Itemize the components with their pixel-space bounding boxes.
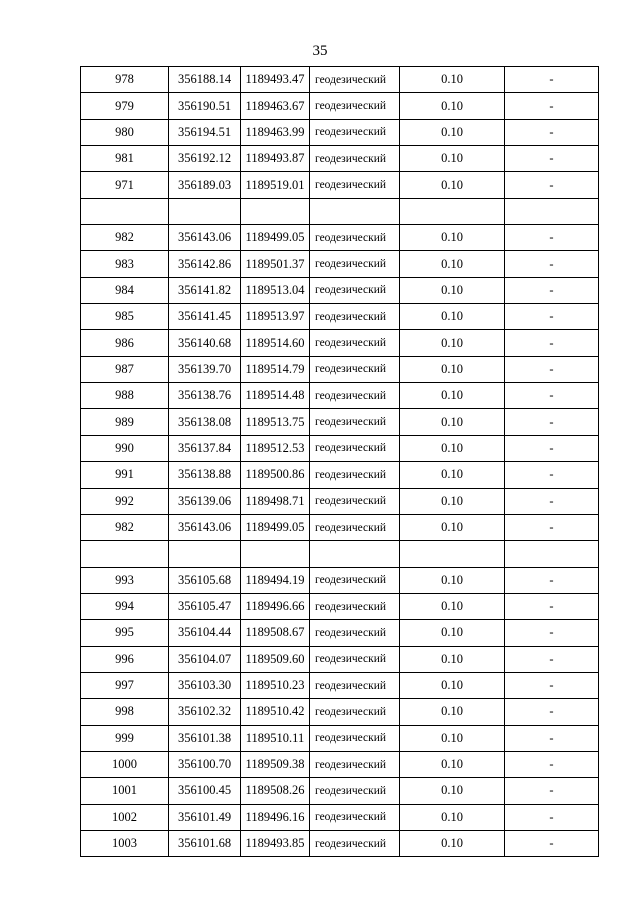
method-cell: геодезический xyxy=(310,593,400,619)
method-cell: геодезический xyxy=(310,119,400,145)
y-coordinate-cell: 1189510.23 xyxy=(241,672,310,698)
x-coordinate-cell xyxy=(169,541,241,567)
method-cell: геодезический xyxy=(310,172,400,198)
point-number-cell: 981 xyxy=(81,146,169,172)
x-coordinate-cell: 356188.14 xyxy=(169,67,241,93)
x-coordinate-cell: 356189.03 xyxy=(169,172,241,198)
accuracy-cell: 0.10 xyxy=(400,383,505,409)
x-coordinate-cell: 356139.06 xyxy=(169,488,241,514)
table-row xyxy=(81,251,599,277)
point-number-cell: 993 xyxy=(81,567,169,593)
note-cell: - xyxy=(505,646,599,672)
x-coordinate-cell: 356102.32 xyxy=(169,699,241,725)
accuracy-cell: 0.10 xyxy=(400,172,505,198)
method-cell: геодезический xyxy=(310,330,400,356)
note-cell: - xyxy=(505,567,599,593)
method-cell: геодезический xyxy=(310,620,400,646)
table-row xyxy=(81,804,599,830)
point-number-cell: 997 xyxy=(81,672,169,698)
y-coordinate-cell: 1189494.19 xyxy=(241,567,310,593)
point-number-cell: 995 xyxy=(81,620,169,646)
note-cell: - xyxy=(505,172,599,198)
note-cell xyxy=(505,198,599,224)
method-cell: геодезический xyxy=(310,567,400,593)
method-cell: геодезический xyxy=(310,383,400,409)
accuracy-cell xyxy=(400,541,505,567)
method-cell: геодезический xyxy=(310,277,400,303)
point-number-cell: 994 xyxy=(81,593,169,619)
x-coordinate-cell: 356101.49 xyxy=(169,804,241,830)
point-number-cell: 978 xyxy=(81,67,169,93)
point-number-cell: 1000 xyxy=(81,751,169,777)
point-number-cell: 999 xyxy=(81,725,169,751)
point-number-cell: 985 xyxy=(81,304,169,330)
point-number-cell: 984 xyxy=(81,277,169,303)
note-cell: - xyxy=(505,119,599,145)
y-coordinate-cell: 1189509.38 xyxy=(241,751,310,777)
accuracy-cell: 0.10 xyxy=(400,356,505,382)
accuracy-cell: 0.10 xyxy=(400,804,505,830)
table-row xyxy=(81,93,599,119)
y-coordinate-cell: 1189508.26 xyxy=(241,778,310,804)
y-coordinate-cell: 1189463.67 xyxy=(241,93,310,119)
table-row xyxy=(81,225,599,251)
method-cell: геодезический xyxy=(310,699,400,725)
method-cell: геодезический xyxy=(310,462,400,488)
note-cell: - xyxy=(505,462,599,488)
coordinates-table xyxy=(80,66,599,857)
y-coordinate-cell: 1189493.85 xyxy=(241,830,310,856)
table-row xyxy=(81,593,599,619)
method-cell: геодезический xyxy=(310,672,400,698)
accuracy-cell: 0.10 xyxy=(400,567,505,593)
note-cell: - xyxy=(505,751,599,777)
y-coordinate-cell: 1189513.04 xyxy=(241,277,310,303)
note-cell: - xyxy=(505,330,599,356)
note-cell: - xyxy=(505,251,599,277)
table-row xyxy=(81,462,599,488)
method-cell: геодезический xyxy=(310,751,400,777)
accuracy-cell xyxy=(400,198,505,224)
note-cell: - xyxy=(505,725,599,751)
accuracy-cell: 0.10 xyxy=(400,93,505,119)
y-coordinate-cell: 1189508.67 xyxy=(241,620,310,646)
point-number-cell: 992 xyxy=(81,488,169,514)
note-cell: - xyxy=(505,225,599,251)
y-coordinate-cell: 1189510.42 xyxy=(241,699,310,725)
point-number-cell xyxy=(81,541,169,567)
table-body xyxy=(81,67,599,857)
method-cell: геодезический xyxy=(310,67,400,93)
x-coordinate-cell: 356138.88 xyxy=(169,462,241,488)
table-row xyxy=(81,672,599,698)
accuracy-cell: 0.10 xyxy=(400,751,505,777)
table-row xyxy=(81,198,599,224)
method-cell: геодезический xyxy=(310,778,400,804)
y-coordinate-cell: 1189496.66 xyxy=(241,593,310,619)
method-cell: геодезический xyxy=(310,514,400,540)
table-row xyxy=(81,356,599,382)
y-coordinate-cell: 1189493.87 xyxy=(241,146,310,172)
table-row xyxy=(81,67,599,93)
x-coordinate-cell: 356142.86 xyxy=(169,251,241,277)
y-coordinate-cell: 1189509.60 xyxy=(241,646,310,672)
note-cell: - xyxy=(505,672,599,698)
x-coordinate-cell xyxy=(169,198,241,224)
accuracy-cell: 0.10 xyxy=(400,304,505,330)
note-cell: - xyxy=(505,93,599,119)
x-coordinate-cell: 356192.12 xyxy=(169,146,241,172)
x-coordinate-cell: 356141.45 xyxy=(169,304,241,330)
accuracy-cell: 0.10 xyxy=(400,699,505,725)
method-cell: геодезический xyxy=(310,488,400,514)
table-row xyxy=(81,304,599,330)
table-row xyxy=(81,567,599,593)
y-coordinate-cell: 1189496.16 xyxy=(241,804,310,830)
accuracy-cell: 0.10 xyxy=(400,778,505,804)
x-coordinate-cell: 356138.76 xyxy=(169,383,241,409)
point-number-cell: 1001 xyxy=(81,778,169,804)
table-row xyxy=(81,541,599,567)
point-number-cell: 989 xyxy=(81,409,169,435)
note-cell: - xyxy=(505,409,599,435)
note-cell xyxy=(505,541,599,567)
note-cell: - xyxy=(505,146,599,172)
note-cell: - xyxy=(505,304,599,330)
note-cell: - xyxy=(505,830,599,856)
note-cell: - xyxy=(505,514,599,540)
point-number-cell: 990 xyxy=(81,435,169,461)
y-coordinate-cell: 1189513.97 xyxy=(241,304,310,330)
method-cell xyxy=(310,198,400,224)
accuracy-cell: 0.10 xyxy=(400,830,505,856)
y-coordinate-cell: 1189499.05 xyxy=(241,225,310,251)
x-coordinate-cell: 356139.70 xyxy=(169,356,241,382)
y-coordinate-cell: 1189513.75 xyxy=(241,409,310,435)
accuracy-cell: 0.10 xyxy=(400,146,505,172)
table-row xyxy=(81,725,599,751)
note-cell: - xyxy=(505,778,599,804)
y-coordinate-cell xyxy=(241,198,310,224)
table-row xyxy=(81,383,599,409)
method-cell: геодезический xyxy=(310,251,400,277)
x-coordinate-cell: 356138.08 xyxy=(169,409,241,435)
method-cell: геодезический xyxy=(310,646,400,672)
accuracy-cell: 0.10 xyxy=(400,593,505,619)
accuracy-cell: 0.10 xyxy=(400,225,505,251)
note-cell: - xyxy=(505,383,599,409)
accuracy-cell: 0.10 xyxy=(400,646,505,672)
y-coordinate-cell: 1189493.47 xyxy=(241,67,310,93)
point-number-cell: 991 xyxy=(81,462,169,488)
table-row xyxy=(81,514,599,540)
method-cell: геодезический xyxy=(310,146,400,172)
table-row xyxy=(81,277,599,303)
x-coordinate-cell: 356101.38 xyxy=(169,725,241,751)
table-row xyxy=(81,778,599,804)
x-coordinate-cell: 356103.30 xyxy=(169,672,241,698)
y-coordinate-cell: 1189514.79 xyxy=(241,356,310,382)
point-number-cell: 982 xyxy=(81,225,169,251)
note-cell: - xyxy=(505,67,599,93)
y-coordinate-cell: 1189463.99 xyxy=(241,119,310,145)
point-number-cell: 996 xyxy=(81,646,169,672)
table-row xyxy=(81,646,599,672)
point-number-cell: 983 xyxy=(81,251,169,277)
y-coordinate-cell: 1189499.05 xyxy=(241,514,310,540)
page-number: 35 xyxy=(312,43,328,59)
y-coordinate-cell: 1189512.53 xyxy=(241,435,310,461)
point-number-cell: 998 xyxy=(81,699,169,725)
table-row xyxy=(81,620,599,646)
table-row xyxy=(81,119,599,145)
note-cell: - xyxy=(505,277,599,303)
table-row xyxy=(81,146,599,172)
x-coordinate-cell: 356194.51 xyxy=(169,119,241,145)
y-coordinate-cell: 1189510.11 xyxy=(241,725,310,751)
method-cell xyxy=(310,541,400,567)
table-row xyxy=(81,409,599,435)
x-coordinate-cell: 356104.44 xyxy=(169,620,241,646)
y-coordinate-cell: 1189514.48 xyxy=(241,383,310,409)
table-row xyxy=(81,830,599,856)
accuracy-cell: 0.10 xyxy=(400,435,505,461)
accuracy-cell: 0.10 xyxy=(400,330,505,356)
point-number-cell: 986 xyxy=(81,330,169,356)
accuracy-cell: 0.10 xyxy=(400,462,505,488)
method-cell: геодезический xyxy=(310,356,400,382)
y-coordinate-cell xyxy=(241,541,310,567)
x-coordinate-cell: 356101.68 xyxy=(169,830,241,856)
note-cell: - xyxy=(505,620,599,646)
accuracy-cell: 0.10 xyxy=(400,119,505,145)
point-number-cell: 971 xyxy=(81,172,169,198)
accuracy-cell: 0.10 xyxy=(400,409,505,435)
method-cell: геодезический xyxy=(310,435,400,461)
table-row xyxy=(81,699,599,725)
accuracy-cell: 0.10 xyxy=(400,251,505,277)
accuracy-cell: 0.10 xyxy=(400,488,505,514)
x-coordinate-cell: 356143.06 xyxy=(169,514,241,540)
y-coordinate-cell: 1189500.86 xyxy=(241,462,310,488)
note-cell: - xyxy=(505,356,599,382)
accuracy-cell: 0.10 xyxy=(400,725,505,751)
point-number-cell: 987 xyxy=(81,356,169,382)
table-row xyxy=(81,435,599,461)
x-coordinate-cell: 356141.82 xyxy=(169,277,241,303)
x-coordinate-cell: 356190.51 xyxy=(169,93,241,119)
x-coordinate-cell: 356104.07 xyxy=(169,646,241,672)
table-row xyxy=(81,172,599,198)
point-number-cell: 979 xyxy=(81,93,169,119)
y-coordinate-cell: 1189498.71 xyxy=(241,488,310,514)
x-coordinate-cell: 356137.84 xyxy=(169,435,241,461)
method-cell: геодезический xyxy=(310,409,400,435)
y-coordinate-cell: 1189514.60 xyxy=(241,330,310,356)
method-cell: геодезический xyxy=(310,93,400,119)
point-number-cell: 982 xyxy=(81,514,169,540)
accuracy-cell: 0.10 xyxy=(400,514,505,540)
y-coordinate-cell: 1189501.37 xyxy=(241,251,310,277)
table-row xyxy=(81,751,599,777)
x-coordinate-cell: 356100.45 xyxy=(169,778,241,804)
x-coordinate-cell: 356105.47 xyxy=(169,593,241,619)
note-cell: - xyxy=(505,435,599,461)
accuracy-cell: 0.10 xyxy=(400,672,505,698)
accuracy-cell: 0.10 xyxy=(400,67,505,93)
note-cell: - xyxy=(505,699,599,725)
point-number-cell: 1003 xyxy=(81,830,169,856)
method-cell: геодезический xyxy=(310,225,400,251)
note-cell: - xyxy=(505,804,599,830)
method-cell: геодезический xyxy=(310,830,400,856)
x-coordinate-cell: 356140.68 xyxy=(169,330,241,356)
x-coordinate-cell: 356105.68 xyxy=(169,567,241,593)
x-coordinate-cell: 356100.70 xyxy=(169,751,241,777)
accuracy-cell: 0.10 xyxy=(400,620,505,646)
point-number-cell: 988 xyxy=(81,383,169,409)
y-coordinate-cell: 1189519.01 xyxy=(241,172,310,198)
point-number-cell: 980 xyxy=(81,119,169,145)
method-cell: геодезический xyxy=(310,725,400,751)
note-cell: - xyxy=(505,488,599,514)
accuracy-cell: 0.10 xyxy=(400,277,505,303)
point-number-cell: 1002 xyxy=(81,804,169,830)
table-row xyxy=(81,330,599,356)
method-cell: геодезический xyxy=(310,304,400,330)
table-row xyxy=(81,488,599,514)
x-coordinate-cell: 356143.06 xyxy=(169,225,241,251)
note-cell: - xyxy=(505,593,599,619)
method-cell: геодезический xyxy=(310,804,400,830)
point-number-cell xyxy=(81,198,169,224)
